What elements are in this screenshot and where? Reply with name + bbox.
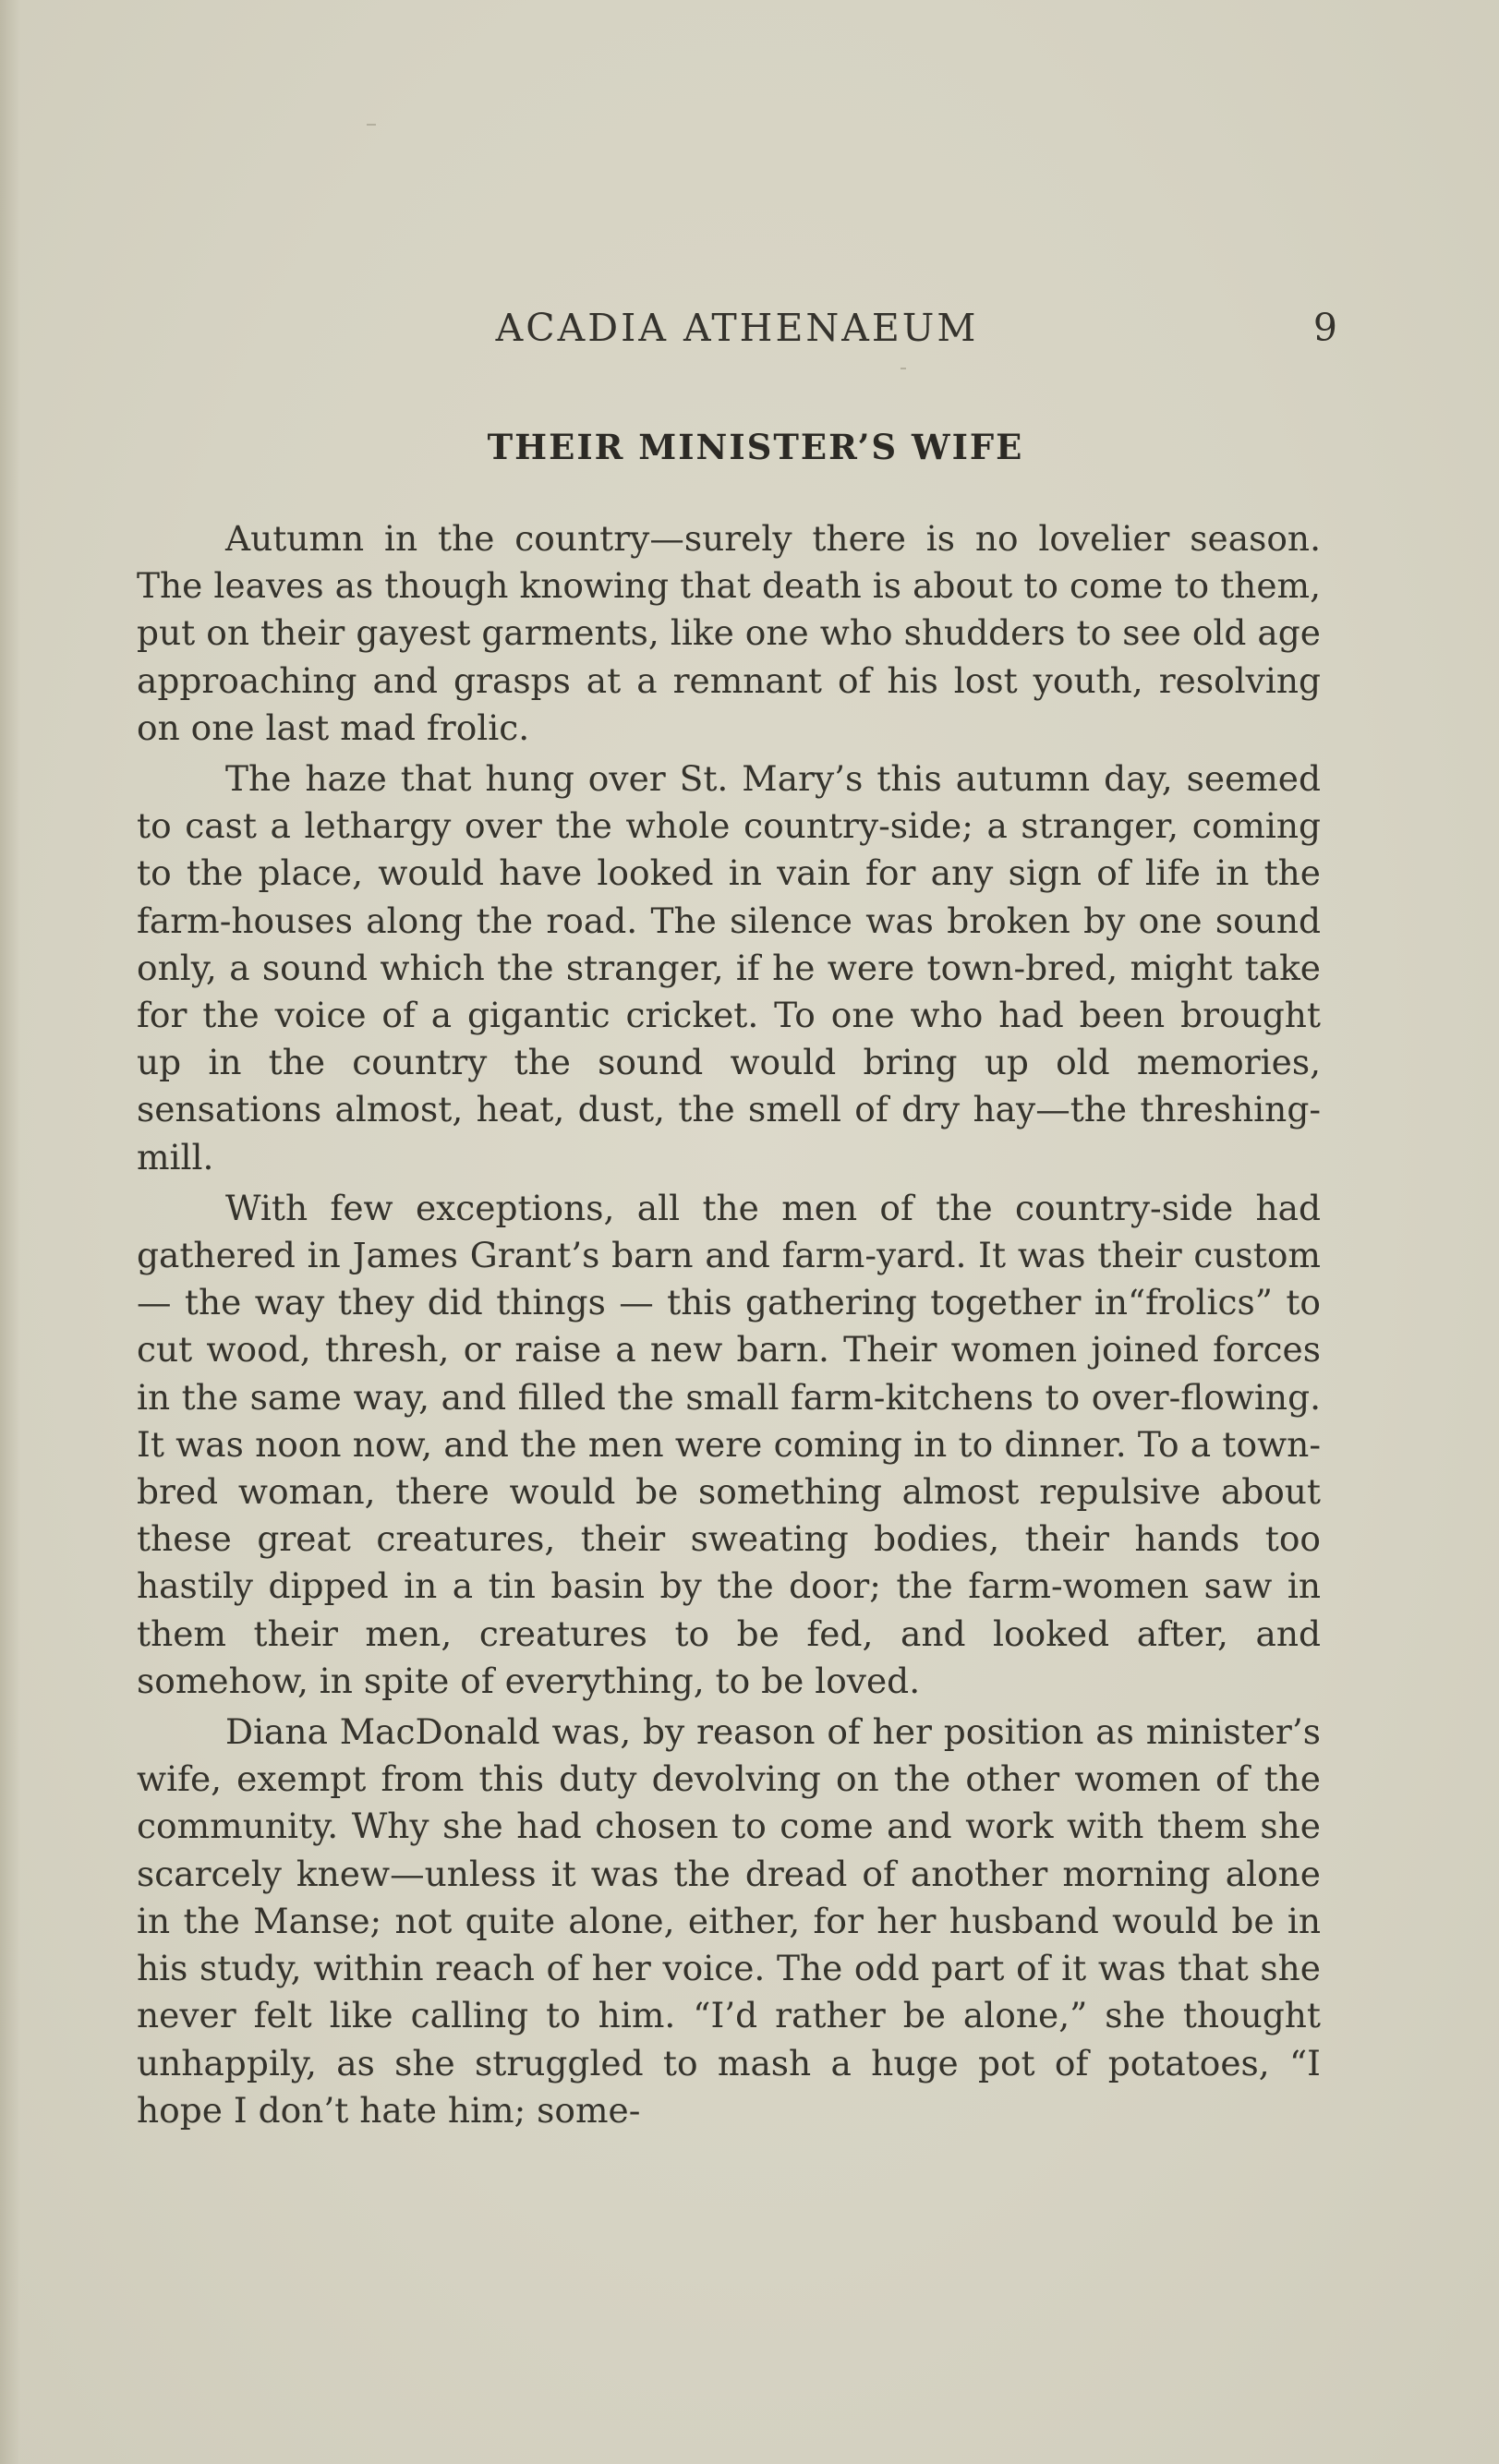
paragraph: With few exceptions, all the men of the country-side had gathered in James Grant’s barn and farm-yard. It was their custom — the way they did things — this gathering together in“frolics” to cut wood, thresh, or raise a new barn. Their women joined forces in the same way, and filled the small farm-kitchens to over-flowing. It was noon now, and the men were coming in to dinner. To a town-bred woman, there would be something almost repulsive about these great creatures, their sweating bodies, their hands too hastily dipped in a tin basin by the door; the farm-women saw in them their men, creatures to be fed, and looked after, and somehow, in spite of everything, to be loved. xyxy=(137,1187,1321,1701)
paragraph: Diana MacDonald was, by reason of her position as minister’s wife, exempt from this duty devolving on the other women of the community. Why she had chosen to come and work with them she scarcely knew—unless it was the dread of another morning alone in the Manse; not quite alone, either, for her husband would be in his study, within reach of her voice. The odd part of it was that she never felt like calling to him. “I’d rather be alone,” she thought unhappily, as she struggled to mash a huge pot of potatoes, “I hope I don’t hate him; some- xyxy=(137,1711,1321,2131)
article-body xyxy=(137,515,1321,2138)
paragraph: The haze that hung over St. Mary’s this autumn day, seemed to cast a lethargy over the whole country-side; a stranger, coming to the place, would have looked in vain for any sign of life in the farm-houses along the road. The silence was broken by one sound only, a sound which the stranger, if he were town-bred, might take for the voice of a gigantic cricket. To one who had been brought up in the country the sound would bring up old memories, sensations almost, heat, dust, the smell of dry hay—the threshing-mill. xyxy=(137,758,1321,1178)
paper-speck xyxy=(367,124,376,126)
article-title: THEIR MINISTER’S WIFE xyxy=(487,427,1024,467)
page-number: 9 xyxy=(1312,306,1337,350)
running-head-title: ACADIA ATHENAEUM xyxy=(495,306,979,350)
paragraph: Autumn in the country—surely there is no lovelier season. The leaves as though knowing that death is about to come to them, put on their gayest garments, like one who shudders to see old age approaching and grasps at a remnant of his lost youth, resolving on one last mad frolic. xyxy=(137,518,1321,748)
paper-speck xyxy=(901,368,906,369)
page-edge-shadow xyxy=(0,0,20,2464)
running-header xyxy=(137,300,1337,356)
